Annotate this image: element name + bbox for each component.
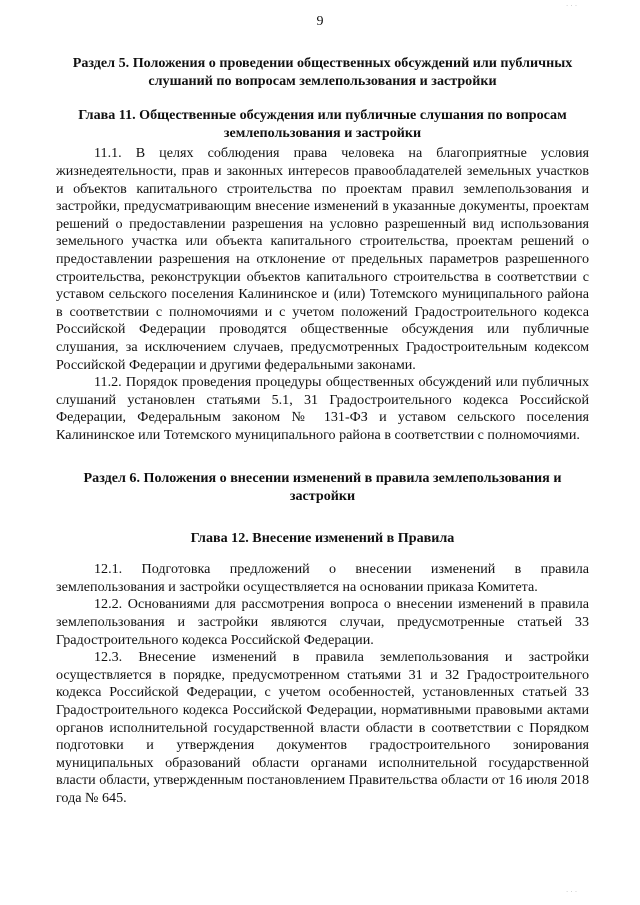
paragraph-12-1: 12.1. Подготовка предложений о внесении изменений в правила землепользования и застройки осуществляется на основании приказа Комитета. (56, 561, 589, 595)
section-5-title: Раздел 5. Положения о проведении общественных обсуждений или публичных слушаний по вопросам землепользования и застройки (72, 55, 573, 89)
paragraph-12-2: 12.2. Основаниями для рассмотрения вопроса о внесении изменений в правила землепользования и застройки являются случаи, предусмотренные статьей 33 Градостроительного кодекса Российской Федерации. (56, 596, 589, 648)
section-6-title: Раздел 6. Положения о внесении изменений в правила землепользования и застройки (83, 470, 562, 505)
chapter-12-title: Глава 12. Внесение изменений в Правила (190, 529, 455, 546)
chapter-11-title: Глава 11. Общественные обсуждения или публичные слушания по вопросам землепользования и застройки (78, 107, 567, 141)
paragraph-11-1: 11.1. В целях соблюдения права человека на благоприятные условия жизнедеятельности, прав и законных интересов правообладателей земельных участков и объектов капитального строительства по проектам правил землепользования и застройки, предусматривающим внесение изменений в указанные документы, проектам решений о предоставлении разрешения на условно разрешенный вид использования земельного участка или объекта капитального строительства, проектам решений о предоставлении разрешения на отклонение от предельных параметров разрешенного строительства, реконструкции объектов капитального строительства в соответствии с уставом сельского поселения Калининское и (или) Тотемского муниципального района в соответствии с полномочиями и с учетом положений Градостроительного кодекса Российской Федерации проводятся общественные обсуждения или публичные слушания, за исключением случаев, предусмотренных Градостроительным кодексом Российской Федерации и другими федеральными законами. (56, 145, 589, 373)
paragraph-12-3: 12.3. Внесение изменений в правила землепользования и застройки осуществляется в порядке, предусмотренном статьями 31 и 32 Градостроительного кодекса Российской Федерации, с учетом особенностей, установленных статьей 33 Градостроительного кодекса Российской Федерации, нормативными правовыми актами органов исполнительной государственной власти области в соответствии с Порядком подготовки и утверждения документов градостроительного зонирования муниципальных образований области органами исполнительной государственной власти области, утвержденным постановлением Правительства области от 16 июля 2018 года № 645. (56, 649, 589, 806)
scan-artifact-mark: · · · (566, 888, 578, 896)
paragraph-11-2: 11.2. Порядок проведения процедуры общественных обсуждений или публичных слушаний установлен статьями 5.1, 31 Градостроительного кодекса Российской Федерации, Федеральным законом № 131-ФЗ и уставом сельского поселения Калининское или Тотемского муниципального района в соответствии с полномочиями. (56, 374, 589, 443)
document-body (56, 55, 589, 808)
page-number: 9 (316, 14, 324, 29)
scan-artifact-mark: · · · (566, 2, 578, 10)
